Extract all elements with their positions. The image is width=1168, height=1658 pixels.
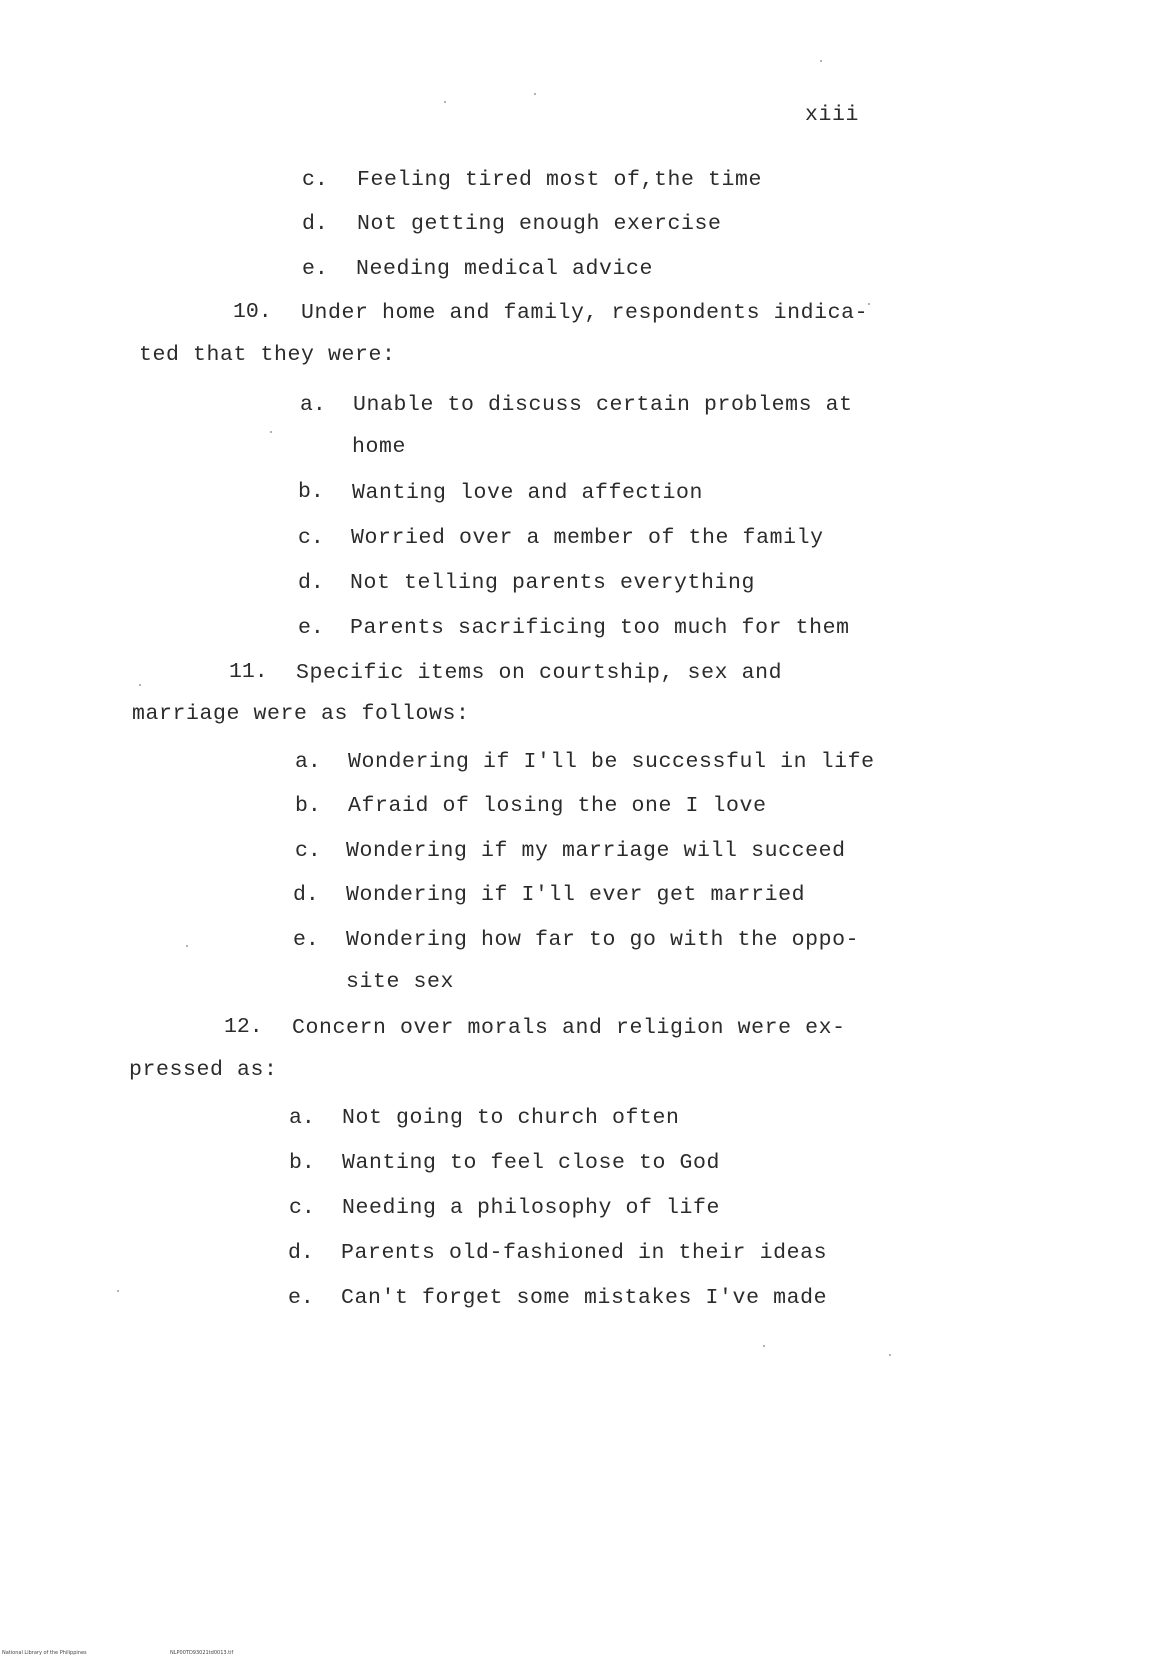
footer-filename: NLP00TD93021td0013.tif <box>170 1650 234 1656</box>
list-item-text: Afraid of losing the one I love <box>348 794 767 818</box>
list-item-label: d. <box>288 1241 314 1265</box>
list-item-label: b. <box>298 480 324 504</box>
list-item-continuation: home <box>352 435 407 459</box>
list-item-label: e. <box>302 257 328 281</box>
list-item-text: Needing a philosophy of life <box>342 1196 721 1220</box>
list-item-text: Not telling parents everything <box>350 571 756 595</box>
list-item-label: d. <box>293 883 319 907</box>
item-number: 11. <box>229 660 268 684</box>
list-item-text: Needing medical advice <box>356 257 654 281</box>
list-item-text: Wondering if I'll be successful in life <box>348 750 875 774</box>
scan-speck <box>444 101 446 103</box>
paragraph-line: Concern over morals and religion were ex- <box>292 1016 846 1040</box>
list-item-label: c. <box>295 839 321 863</box>
scan-speck <box>763 1345 765 1347</box>
list-item-label: b. <box>295 794 321 818</box>
list-item-text: Not going to church often <box>342 1106 680 1130</box>
list-item-label: c. <box>289 1196 315 1220</box>
scan-speck <box>186 945 188 947</box>
list-item-text: Wanting love and affection <box>352 481 704 505</box>
list-item-text: Parents old-fashioned in their ideas <box>341 1241 828 1265</box>
list-item-text: Worried over a member of the family <box>351 526 824 550</box>
list-item-label: a. <box>295 750 321 774</box>
list-item-text: Feeling tired most of,the time <box>357 168 763 192</box>
scan-speck <box>534 93 536 95</box>
list-item-label: b. <box>289 1151 315 1175</box>
scan-speck <box>270 431 272 433</box>
list-item-label: d. <box>302 212 328 236</box>
list-item-text: Can't forget some mistakes I've made <box>341 1286 828 1310</box>
list-item-label: a. <box>300 393 326 417</box>
paragraph-line: marriage were as follows: <box>132 702 470 726</box>
list-item-label: d. <box>298 571 324 595</box>
list-item-text: Not getting enough exercise <box>357 212 722 236</box>
list-item-label: e. <box>293 928 319 952</box>
list-item-text: Wanting to feel close to God <box>342 1151 721 1175</box>
item-number: 12. <box>224 1015 263 1039</box>
list-item-text: Wondering if my marriage will succeed <box>346 839 846 863</box>
list-item-label: a. <box>289 1106 315 1130</box>
paragraph-line: pressed as: <box>129 1058 278 1082</box>
paragraph-line: Under home and family, respondents indica- <box>301 301 869 325</box>
scan-speck <box>820 60 822 62</box>
scan-speck <box>117 1290 119 1292</box>
scan-speck <box>868 303 870 305</box>
page-number: xiii <box>805 103 860 127</box>
list-item-label: e. <box>288 1286 314 1310</box>
list-item-label: c. <box>302 168 328 192</box>
footer-library: National Library of the Philippines <box>2 1650 87 1656</box>
paragraph-line: ted that they were: <box>139 343 396 367</box>
list-item-text: Unable to discuss certain problems at <box>353 393 853 417</box>
item-number: 10. <box>233 300 272 324</box>
list-item-text: Wondering if I'll ever get married <box>346 883 806 907</box>
scan-speck <box>889 1354 891 1356</box>
list-item-text: Wondering how far to go with the oppo- <box>346 928 860 952</box>
list-item-text: Parents sacrificing too much for them <box>350 616 850 640</box>
list-item-label: e. <box>298 616 324 640</box>
paragraph-line: Specific items on courtship, sex and <box>296 661 783 685</box>
list-item-label: c. <box>298 526 324 550</box>
scan-speck <box>139 684 141 686</box>
list-item-continuation: site sex <box>346 970 455 994</box>
